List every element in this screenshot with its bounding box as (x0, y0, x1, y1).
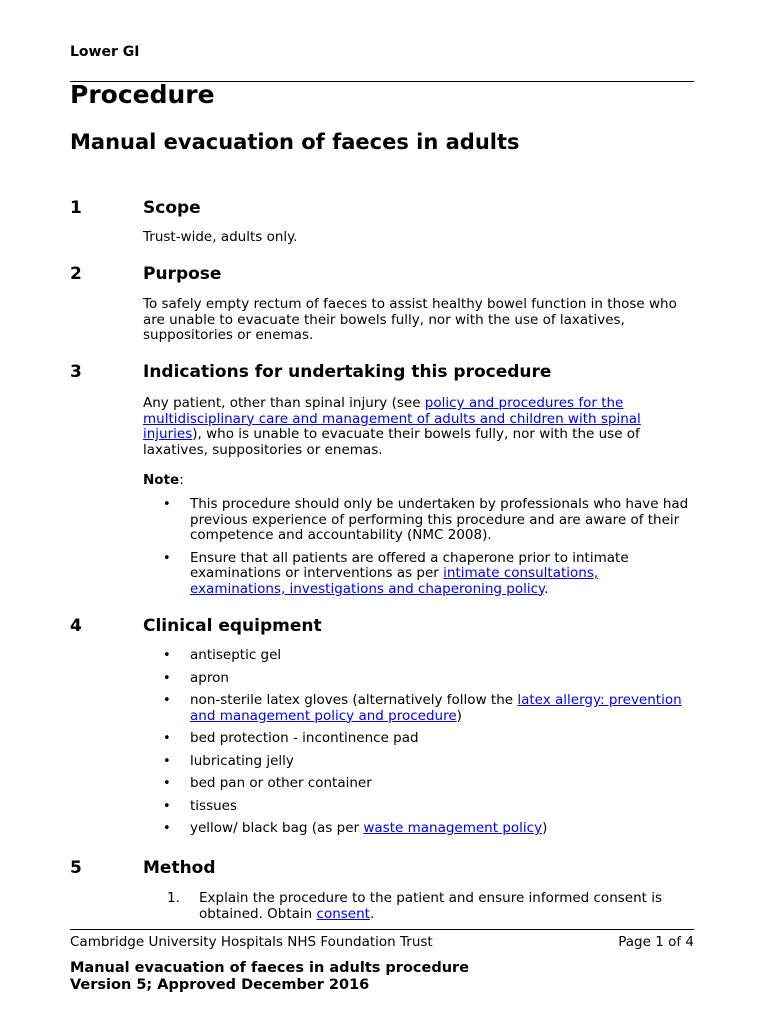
spinal-injuries-policy-link[interactable]: policy and procedures for the multidisciplinary care and management of adults and children with spinal injuries (143, 395, 641, 442)
step-text: Explain the procedure to the patient and ensure informed consent is obtained. Obtain (199, 890, 663, 922)
section-heading: Method (143, 858, 216, 878)
list-item (143, 821, 694, 837)
bullet-icon: • (163, 821, 171, 836)
bullet-icon: • (163, 648, 171, 663)
list-item-text-after: . (544, 580, 549, 597)
note-colon: : (179, 472, 184, 488)
bullet-icon: • (163, 550, 171, 566)
footer-divider (70, 929, 694, 930)
bullet-icon: • (163, 670, 171, 686)
bullet-icon: • (163, 798, 171, 814)
chaperoning-policy-link[interactable]: intimate consultations, examinations, investigations and chaperoning policy (190, 565, 599, 597)
footer-organisation: Cambridge University Hospitals NHS Foundation Trust (70, 934, 433, 950)
footer-document-title: Manual evacuation of faeces in adults procedure (70, 960, 470, 976)
page-subtitle: Manual evacuation of faeces in adults (70, 130, 520, 154)
bullet-icon: • (163, 753, 171, 769)
list-item (143, 551, 694, 598)
list-item-text: This procedure should only be undertaken by professionals who have had previous experience of performing this procedure and are aware of their competence and accountability (NMC 2008). (190, 496, 689, 543)
latex-allergy-policy-link[interactable]: latex allergy: prevention and management policy and procedure (190, 692, 682, 724)
list-item-text: Ensure that all patients are offered a chaperone prior to intimate examinations or interventions as per (190, 549, 629, 581)
section-number: 2 (70, 264, 82, 284)
equipment-list (143, 648, 694, 837)
list-item-text-after: ) (456, 707, 462, 724)
section-number: 1 (70, 198, 82, 218)
list-item (143, 497, 694, 544)
list-item (143, 776, 694, 792)
list-item (143, 671, 694, 687)
section-number: 4 (70, 616, 82, 636)
page-title: Procedure (70, 80, 215, 109)
list-item (143, 648, 694, 664)
section-heading: Indications for undertaking this procedure (143, 362, 552, 382)
text-after-link: ), who is unable to evacuate their bowels fully, nor with the use of laxatives, suppositories or enemas. (143, 426, 640, 458)
list-item-text: non-sterile latex gloves (alternatively follow the (190, 692, 518, 708)
section-heading: Scope (143, 198, 201, 218)
section-number: 5 (70, 858, 82, 878)
bullet-icon: • (163, 776, 171, 791)
section-heading: Clinical equipment (143, 616, 322, 636)
list-item-text: lubricating jelly (190, 752, 294, 769)
consent-link[interactable]: consent (316, 905, 370, 922)
footer-version: Version 5; Approved December 2016 (70, 977, 370, 993)
note-bullet-list (143, 497, 694, 597)
text-before-link: Any patient, other than spinal injury (see (143, 395, 425, 411)
section-text (143, 396, 688, 458)
list-item-text: bed pan or other container (190, 775, 372, 791)
bullet-icon: • (163, 693, 171, 708)
step-number: 1. (167, 890, 180, 906)
section-label: Lower GI (70, 44, 140, 60)
bullet-icon: • (163, 497, 171, 512)
note-line (143, 473, 688, 489)
list-item-text-after: ) (542, 820, 548, 836)
section-heading: Purpose (143, 264, 222, 284)
waste-management-policy-link[interactable]: waste management policy (363, 820, 543, 836)
footer-page-number: Page 1 of 4 (618, 934, 694, 950)
list-item (143, 799, 694, 815)
method-steps-list (143, 891, 694, 922)
footer-document-info (70, 960, 469, 994)
list-item-text: yellow/ black bag (as per (190, 820, 364, 836)
list-item (143, 754, 694, 770)
section-text: Trust-wide, adults only. (143, 229, 298, 245)
step-text-after: . (369, 905, 375, 922)
section-text: To safely empty rectum of faeces to assist healthy bowel function in those who are unable to evacuate their bowels fully, nor with the use of laxatives, suppositories or enemas. (143, 296, 677, 343)
list-item (143, 891, 694, 922)
list-item-text: bed protection - incontinence pad (190, 730, 419, 746)
list-item-text: antiseptic gel (190, 647, 282, 663)
list-item-text: tissues (190, 797, 238, 814)
note-label: Note (143, 472, 180, 488)
list-item (143, 731, 694, 747)
list-item (143, 693, 694, 724)
section-number: 3 (70, 362, 82, 382)
list-item-text: apron (190, 669, 229, 686)
bullet-icon: • (163, 731, 171, 746)
